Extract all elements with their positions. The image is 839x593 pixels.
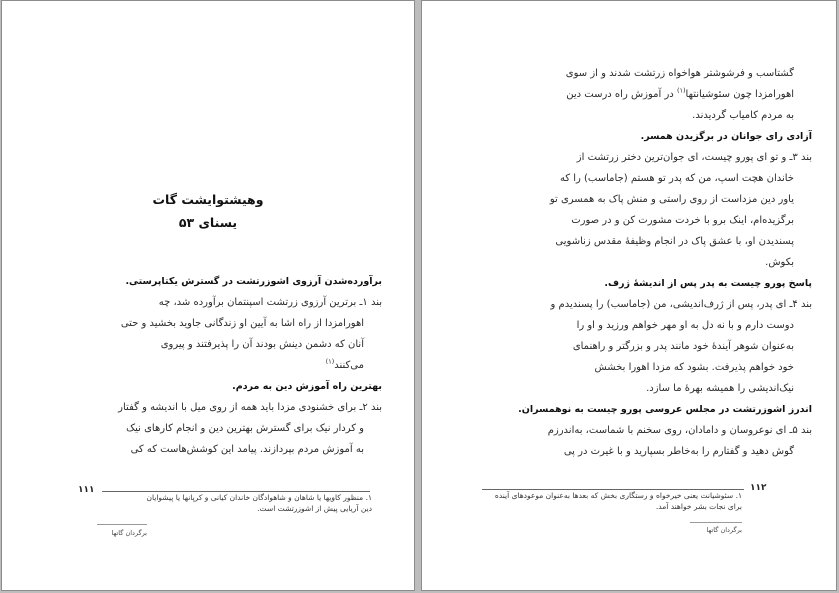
footnote-right [452,490,742,512]
line-text: دوست دارم و با نه دل به او مهر خواهم ورزید و او را [576,320,794,331]
body-line [500,252,812,273]
line-text: پاسخ پورو چیست به پدر پس از اندیشهٔ ژرف. [604,278,812,289]
body-line [500,105,812,126]
line-text: اهورامزدا از راه اشا به آیین او زندگانی جاوید بخشید و حتی [120,318,364,329]
section-heading [500,126,812,147]
line-text: بند ۴ـ ای پدر، پس از ژرف‌اندیشی، من (جاماسب) را پسندیدم و [550,299,812,310]
line-text: اهورامزدا چون سئوشیانتها [685,89,794,100]
line-text: گوش دهید و گفتارم را به‌خاطر بسپارید و با غیرت در پی [563,446,794,457]
body-line [500,168,812,189]
right-body-text [500,63,812,462]
body-line [500,315,812,336]
yasna-title: یسنای ۵۳ [178,215,238,230]
line-text: پسندیدن او، با عشق پاک در انجام وظیفهٔ مقدس زناشویی [555,236,794,247]
running-head-rule-left [97,524,147,525]
body-line [500,357,812,378]
line-text: یاور دین مزداست از روی راستی و منش پاک به همسری تو [549,194,794,205]
page-number-right: ۱۱۲ [750,483,767,493]
footnote-line: دین آریایی پیش از اشوزرتشت است. [257,504,372,513]
line-text: بهترین راه آموزش دین به مردم. [232,381,382,392]
body-line [500,84,812,105]
body-line [500,441,812,462]
running-head-left: برگردان گاتها [111,529,147,537]
line-text: می‌کنند [334,360,364,371]
line-text: بند ۳ـ و تو ای پورو چیست، ای جوان‌ترین دختر زرتشت از [576,152,812,163]
line-text-after: در آموزش راه درست دین [566,89,677,100]
line-text: اندرز اشوزرتشت در مجلس عروسی پورو چیست به نوهمسران. [518,404,812,415]
body-line [500,147,812,168]
section-heading [36,376,382,397]
line-text: به مردم کامیاب گردیدند. [692,110,794,121]
body-line [500,336,812,357]
line-text: گشتاسب و فرشوشتر هواخواه زرتشت شدند و از سوی [565,68,794,79]
body-line [36,355,382,376]
line-text: آزادی رای جوانان در برگزیدن همسر. [640,131,812,142]
footnote-marker: (۱) [325,357,335,366]
footnote-left [42,492,372,514]
left-body-text [36,271,382,460]
line-text: برآورده‌شدن آرزوی اشوزرتشت در گسترش یکتاپرستی. [125,276,382,287]
section-heading [500,399,812,420]
line-text: بند ۵ـ ای نوعروسان و دامادان، روی سخنم با شماست، به‌اندرزم [547,425,812,436]
line-text: آنان که دشمن دینش بودند آن را پذیرفتند و پیروی [160,339,364,350]
body-line [500,294,812,315]
body-line [36,334,382,355]
body-line [500,420,812,441]
line-text: خاندان هچت اسپ، من که پدر تو هستم (جاماسب) را که [559,173,794,184]
footnote-line: ۱. سئوشیانت یعنی خیرخواه و رستگاری بخش که بعدها به‌عنوان موعودهای آینده [494,491,742,500]
page-number-left: ۱۱۱ [78,485,95,495]
line-text: بکوش. [765,257,794,268]
body-line [500,378,812,399]
body-line [36,418,382,439]
line-text: خود خواهم پذیرفت. بشود که مزدا اهورا بخشش [594,362,794,373]
body-line [500,210,812,231]
section-heading [500,273,812,294]
body-line [500,189,812,210]
body-line [36,397,382,418]
line-text: برگزیده‌ام، اینک برو با خردت مشورت کن و در صورت [571,215,794,226]
left-page [1,0,415,591]
right-page [421,0,837,591]
running-head-right: برگردان گاتها [706,526,742,534]
line-text: نیک‌اندیشی را همیشه بهرهٔ ما سازد. [646,383,794,394]
running-head-rule-right [690,522,742,523]
line-text: به آموزش مردم بپردازند. پیامد این کوشش‌هاست که کی [130,444,364,455]
footnote-line: ۱. منظور کاویها یا شاهان و شاهوادگان خاندان کیانی و کرپانها یا پیشوایان [146,493,372,502]
footnote-line: برای نجات بشر خواهند آمد. [655,502,742,511]
body-line [36,292,382,313]
body-line [500,63,812,84]
book-section-title: وهیشتوایشت گات [152,192,264,207]
line-text: بند ۱ـ برترین آرزوی زرتشت اسپنتمان برآورده شد، چه [158,297,382,308]
footnote-marker: (۱) [676,86,686,95]
line-text: به‌عنوان شوهر آیندهٔ خود مانند پدر و بزرگتر و راهنمای [572,341,794,352]
section-heading [36,271,382,292]
body-line [36,439,382,460]
body-line [36,313,382,334]
line-text: بند ۲ـ برای خشنودی مزدا باید همه از روی میل با اندیشه و گفتار [118,402,382,413]
body-line [500,231,812,252]
line-text: و کردار نیک برای گسترش بهترین دین و انجام کارهای نیک [126,423,364,434]
